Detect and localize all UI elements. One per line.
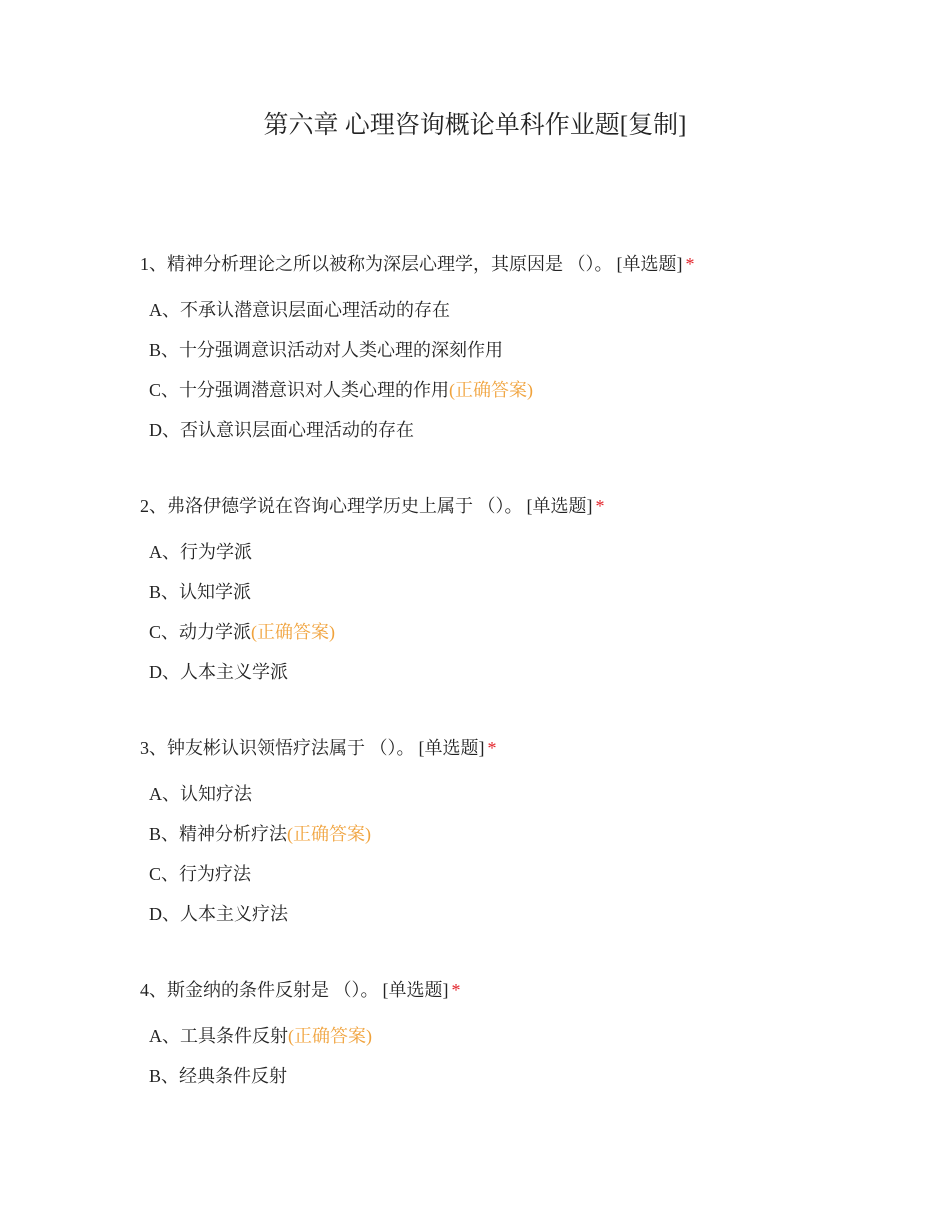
option-label: A、工具条件反射 xyxy=(149,1026,288,1046)
option-label: B、十分强调意识活动对人类心理的深刻作用 xyxy=(149,340,504,360)
question-type: [单选题] xyxy=(526,496,593,516)
question-type: [单选题] xyxy=(382,980,449,1000)
option-b[interactable] xyxy=(149,1061,900,1091)
option-d[interactable] xyxy=(149,657,900,687)
question-type: [单选题] xyxy=(616,254,683,274)
page-title: 第六章 心理咨询概论单科作业题[复制] xyxy=(263,112,687,139)
question-text: 2、弗洛伊德学说在咨询心理学历史上属于 （）。 xyxy=(140,496,523,516)
question-3 xyxy=(140,733,900,939)
option-a[interactable] xyxy=(149,537,900,567)
option-label: A、认知疗法 xyxy=(149,784,252,804)
option-label: C、动力学派 xyxy=(149,622,252,642)
correct-answer-mark: (正确答案) xyxy=(449,380,534,400)
option-b[interactable] xyxy=(149,819,900,849)
options-list xyxy=(140,1021,900,1091)
option-b[interactable] xyxy=(149,577,900,607)
option-c[interactable] xyxy=(149,375,900,405)
option-label: B、精神分析疗法 xyxy=(149,824,288,844)
option-label: D、人本主义疗法 xyxy=(149,904,288,924)
question-type: [单选题] xyxy=(418,738,485,758)
option-label: A、行为学派 xyxy=(149,542,252,562)
question-stem xyxy=(140,733,900,763)
question-2 xyxy=(140,491,900,697)
option-label: A、不承认潜意识层面心理活动的存在 xyxy=(149,300,450,320)
option-label: C、行为疗法 xyxy=(149,864,252,884)
option-c[interactable] xyxy=(149,617,900,647)
question-stem xyxy=(140,491,900,521)
option-label: C、十分强调潜意识对人类心理的作用 xyxy=(149,380,450,400)
question-text: 3、钟友彬认识领悟疗法属于 （）。 xyxy=(140,738,415,758)
question-1 xyxy=(140,249,900,455)
option-d[interactable] xyxy=(149,415,900,445)
option-label: B、认知学派 xyxy=(149,582,252,602)
question-stem xyxy=(140,975,900,1005)
options-list xyxy=(140,779,900,929)
option-label: D、人本主义学派 xyxy=(149,662,288,682)
option-a[interactable] xyxy=(149,1021,900,1051)
required-mark: * xyxy=(487,738,497,758)
options-list xyxy=(140,295,900,445)
correct-answer-mark: (正确答案) xyxy=(288,1026,372,1046)
question-text: 4、斯金纳的条件反射是 （）。 xyxy=(140,980,379,1000)
option-b[interactable] xyxy=(149,335,900,365)
option-d[interactable] xyxy=(149,899,900,929)
option-a[interactable] xyxy=(149,295,900,325)
question-text: 1、精神分析理论之所以被称为深层心理学，其原因是 （）。 xyxy=(140,254,613,274)
required-mark: * xyxy=(451,980,461,1000)
option-label: B、经典条件反射 xyxy=(149,1066,288,1086)
question-4 xyxy=(140,975,900,1101)
question-stem xyxy=(140,249,900,279)
option-label: D、否认意识层面心理活动的存在 xyxy=(149,420,414,440)
option-a[interactable] xyxy=(149,779,900,809)
correct-answer-mark: (正确答案) xyxy=(287,824,372,844)
options-list xyxy=(140,537,900,687)
option-c[interactable] xyxy=(149,859,900,889)
correct-answer-mark: (正确答案) xyxy=(251,622,336,642)
required-mark: * xyxy=(595,496,605,516)
required-mark: * xyxy=(685,254,695,274)
